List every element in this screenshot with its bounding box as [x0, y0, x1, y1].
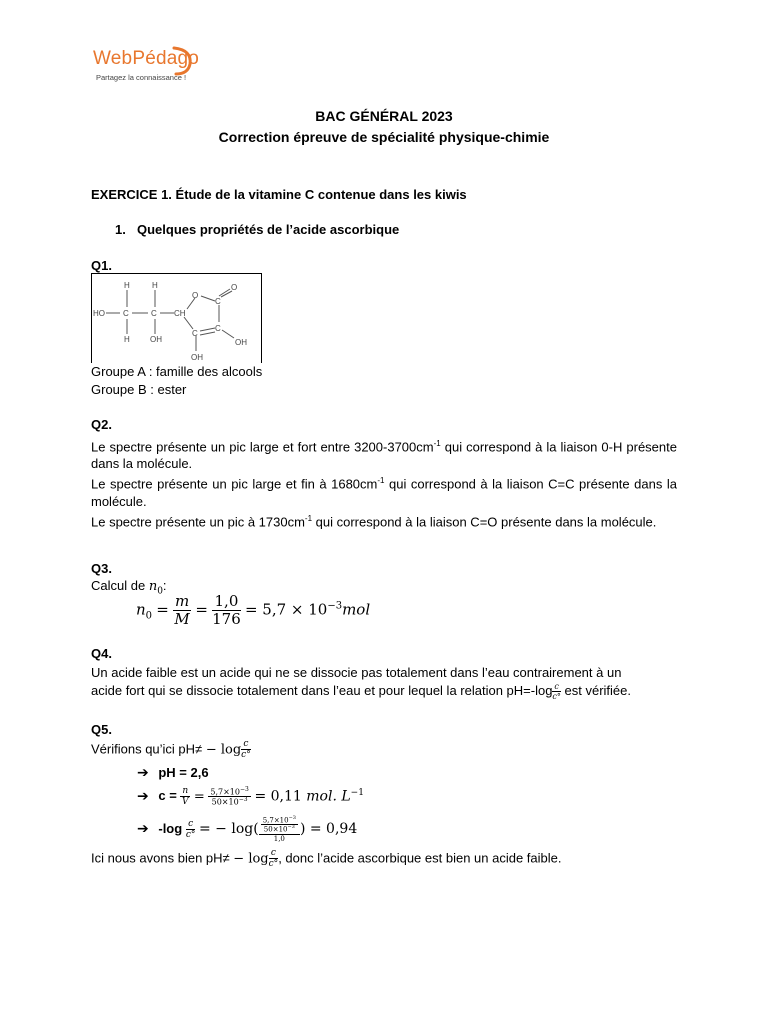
- exponent: −3: [239, 785, 249, 793]
- numerator: 1,0: [212, 593, 241, 611]
- fraction-c-over-c0: [186, 819, 196, 841]
- q2-label: Q2.: [91, 417, 112, 432]
- q3-result: = 5,7 × 10: [244, 600, 328, 619]
- q5-val: ) = 0,94: [299, 820, 358, 837]
- atom-label: H: [152, 281, 158, 290]
- section-title: Quelques propriétés de l’acide ascorbique: [137, 222, 400, 237]
- q5-eq: = − log(: [198, 820, 259, 837]
- q5-conclusion-a: Ici nous avons bien pH≠: [91, 850, 230, 866]
- atom-label: C: [192, 329, 198, 338]
- atom-label: HO: [93, 309, 105, 318]
- q2-line2b: qui correspond à la liaison C=C présente dans la molécule.: [91, 476, 677, 509]
- q5-bullet-c: ➔ c = $\frac{n}{V}$ = $\frac{5,7\times 10^{-3}}{50\times 10^{-3}}$ = 0,11 mol. $L^{-1}$: [137, 785, 364, 808]
- atom-label: H: [124, 335, 130, 344]
- exponent: −1: [350, 787, 364, 798]
- numerator: c: [186, 819, 196, 830]
- q3-label: Q3.: [91, 561, 112, 576]
- atom-label: O: [192, 291, 199, 300]
- atom-label: C: [151, 309, 157, 318]
- exponent: −3: [287, 824, 295, 831]
- unit: mol. L: [306, 788, 351, 805]
- atom-label: O: [231, 283, 238, 292]
- arrow-right-icon: ➔: [137, 764, 149, 780]
- math-sub: 0: [145, 610, 153, 622]
- atom-label: C: [123, 309, 129, 318]
- fraction-nested: [259, 816, 300, 843]
- exponent: -1: [433, 439, 441, 448]
- atom-label: H: [124, 281, 130, 290]
- ascorbic-acid-structure: [92, 274, 261, 363]
- page-subtitle: Correction épreuve de spécialité physique-chimie: [218, 129, 550, 145]
- denominator: V: [182, 797, 189, 808]
- denominator: c°: [185, 829, 196, 840]
- math-var: n: [136, 600, 146, 619]
- denominator: 50×10: [263, 825, 288, 834]
- math-log: − log: [205, 742, 242, 758]
- exponent: −3: [327, 600, 343, 612]
- q5-ph: pH = 2,6: [158, 765, 209, 780]
- exponent: −3: [288, 815, 296, 821]
- numerator: n: [182, 786, 189, 796]
- unit: mol: [342, 600, 371, 619]
- q2-line1b: qui correspond à la liaison 0-H présente dans la molécule.: [91, 439, 677, 472]
- fraction-c-over-c0: [241, 739, 251, 761]
- logo-brand: WebPédago: [93, 48, 200, 69]
- atom-label: C: [215, 297, 221, 306]
- exercise-title: EXERCICE 1. Étude de la vitamine C contenue dans les kiwis: [91, 187, 467, 202]
- q5-bullet-log: [137, 816, 357, 843]
- denominator: M: [174, 610, 190, 629]
- exponent: −3: [238, 796, 248, 804]
- atom-label: OH: [191, 353, 203, 362]
- q2-line3a: Le spectre présente un pic à 1730cm: [91, 513, 305, 529]
- atom-label: C: [215, 324, 221, 333]
- numerator: 5,7×10: [262, 816, 289, 825]
- fraction-c-over-c0: [269, 848, 279, 870]
- fraction-c-over-c0: [552, 682, 560, 701]
- q2-line1a: Le spectre présente un pic large et fort entre 3200-3700cm: [91, 439, 434, 455]
- exponent: -1: [304, 513, 313, 523]
- q3-equation: $n_0$ = $\frac{m}{M}$ = $\frac{1,0}{176}$ = $5,7 \times 10^{-3}mol$: [136, 592, 371, 629]
- q5-conclusion: [91, 848, 561, 870]
- section-number: 1.: [115, 222, 126, 237]
- numerator: c: [241, 739, 251, 750]
- q2-line2a: Le spectre présente un pic large et fin à 1680cm: [91, 476, 378, 492]
- q5-label: Q5.: [91, 722, 112, 737]
- denominator: c°: [241, 750, 251, 761]
- q1-group-a: Groupe A : famille des alcools: [91, 364, 263, 379]
- fraction-n-over-V: [180, 786, 190, 808]
- denominator: 1,0: [273, 834, 285, 843]
- math-sub: 0: [157, 586, 163, 597]
- exponent: -1: [377, 476, 385, 486]
- q5-intro-text: Vérifions qu’ici pH≠: [91, 741, 203, 757]
- numerator: c: [269, 848, 279, 859]
- atom-label: OH: [150, 335, 162, 344]
- q5-bullet-ph: [137, 764, 209, 781]
- q4-line2-end: est vérifiée.: [560, 683, 631, 699]
- q4-line2: [91, 682, 631, 701]
- fraction-concentration: [208, 787, 250, 808]
- q4-line1: Un acide faible est un acide qui ne se dissocie pas totalement dans l’eau contrairement à un: [91, 665, 622, 680]
- math-var: n: [148, 579, 158, 594]
- q5-intro: [91, 739, 251, 761]
- q5-mlog: -log: [158, 820, 183, 836]
- fraction-m-over-M: [173, 593, 191, 629]
- denominator: 50×10: [211, 798, 239, 807]
- arrow-right-icon: ➔: [137, 819, 149, 836]
- numerator: c: [554, 682, 559, 691]
- denominator: 176: [212, 610, 241, 629]
- q2-text: [91, 435, 677, 530]
- logo-tagline: Partagez la connaissance !: [96, 73, 187, 82]
- q5-conc: = 0,11: [254, 788, 307, 805]
- q5-conclusion-b: , donc l’acide ascorbique est bien un acide faible.: [278, 850, 562, 866]
- q5-c-eq: c =: [158, 788, 181, 804]
- q4-label: Q4.: [91, 646, 112, 661]
- fraction-values: [212, 593, 241, 629]
- molecule-figure: [91, 273, 262, 363]
- q3-intro: Calcul de $n_0$:: [91, 578, 167, 597]
- q1-group-b: Groupe B : ester: [91, 382, 187, 397]
- atom-label: OH: [235, 338, 247, 347]
- numerator: m: [174, 592, 190, 610]
- q1-label: Q1.: [91, 258, 112, 273]
- denominator: c°: [552, 692, 561, 702]
- q2-line3b: qui correspond à la liaison C=O présente dans la molécule.: [312, 513, 657, 529]
- q3-intro-text: Calcul de: [91, 578, 149, 593]
- numerator: 5,7×10: [210, 787, 240, 797]
- arrow-right-icon: ➔: [137, 787, 149, 804]
- math-log: − log: [233, 851, 269, 867]
- q4-line2-text: acide fort qui se dissocie totalement dans l’eau et pour lequel la relation pH=-log: [91, 683, 553, 699]
- page-title: BAC GÉNÉRAL 2023: [315, 108, 453, 124]
- atom-label: CH: [174, 309, 186, 318]
- denominator: c°: [268, 859, 279, 870]
